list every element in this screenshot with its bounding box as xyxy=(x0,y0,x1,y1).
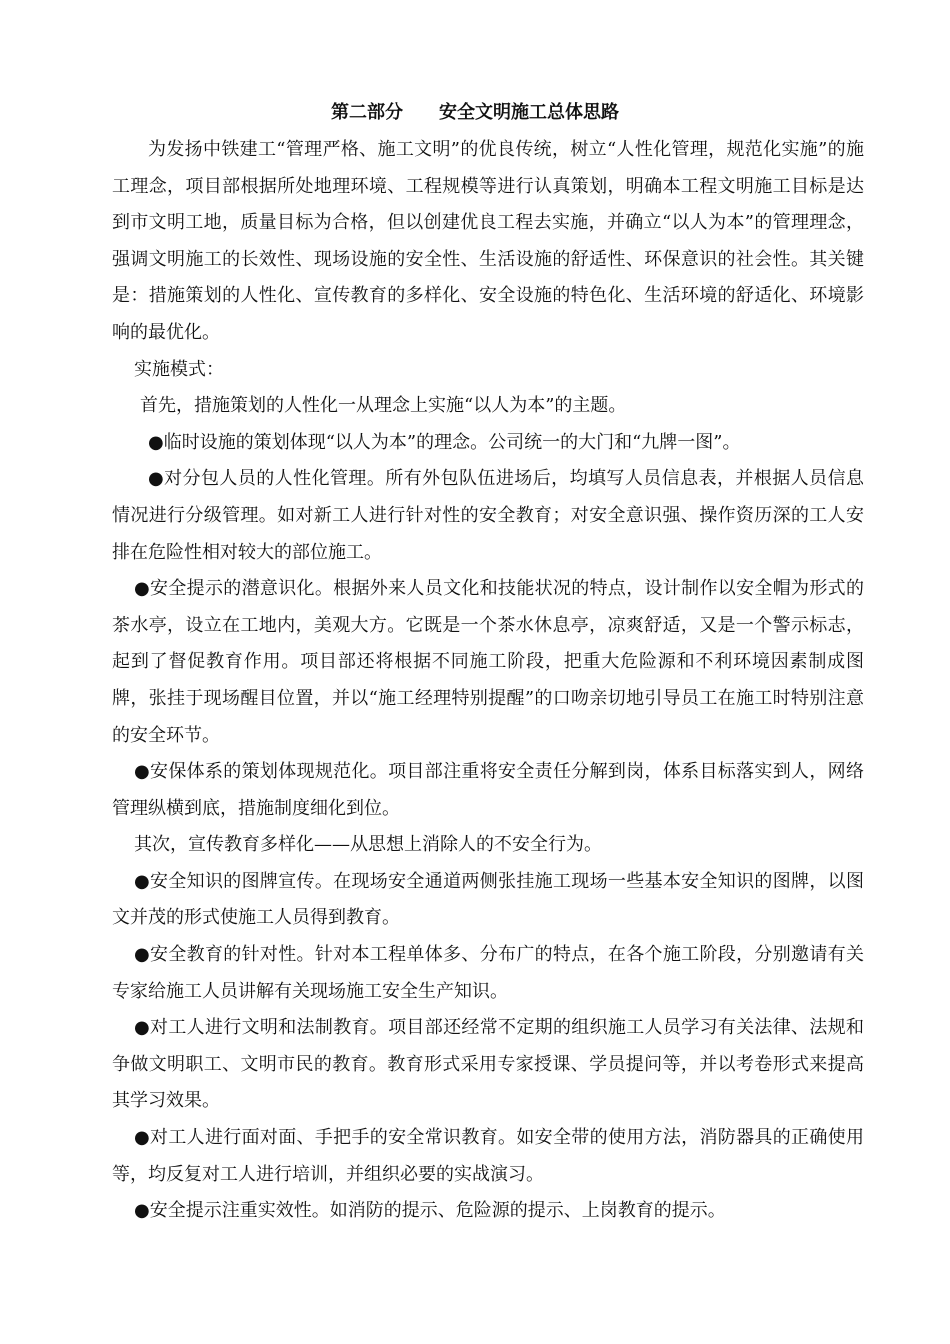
paragraph-bullet-signboards: ●安全知识的图牌宣传。在现场安全通道两侧张挂施工现场一些基本安全知识的图牌，以图文并茂的形式使施工人员得到教育。 xyxy=(112,870,864,929)
paragraph-bullet-safety-prompts: ●安全提示的潜意识化。根据外来人员文化和技能状况的特点，设计制作以安全帽为形式的茶水亭，设立在工地内，美观大方。它既是一个茶水休息亭，凉爽舒适，又是一个警示标志，起到了督促教育作用。项目部还将根据不同施工阶段，把重大危险源和不利环境因素制成图牌，张挂于现场醒目位置，并以“施工经理特别提醒”的口吻亲切地引导员工在施工时特别注意的安全环节。 xyxy=(112,578,864,746)
paragraph-bullet-temporary-facilities: ●临时设施的策划体现“以人为本”的理念。公司统一的大门和“九牌一图”。 xyxy=(148,431,741,453)
paragraph-bullet-security-system: ●安保体系的策划体现规范化。项目部注重将安全责任分解到岗，体系目标落实到人，网络管理纵横到底，措施制度细化到位。 xyxy=(112,761,864,819)
paragraph-intro: 为发扬中铁建工“管理严格、施工文明”的优良传统，树立“人性化管理，规范化实施”的施工理念，项目部根据所处地理环境、工程规模等进行认真策划，明确本工程文明施工目标是达到市文明工地，质量目标为合格，但以创建优良工程去实施，并确立“以人为本”的管理理念，强调文明施工的长效性、现场设施的安全性、生活设施的舒适性、环保意识的社会性。其关键是：措施策划的人性化、宣传教育的多样化、安全设施的特色化、生活环境的舒适化、环境影响的最优化。 xyxy=(112,139,864,343)
paragraph-bullet-effective-prompts: ●安全提示注重实效性。如消防的提示、危险源的提示、上岗教育的提示。 xyxy=(134,1200,726,1222)
paragraph-second: 其次，宣传教育多样化——从思想上消除人的不安全行为。 xyxy=(134,834,602,856)
paragraph-first: 首先，措施策划的人性化一从理念上实施“以人为本”的主题。 xyxy=(140,395,627,417)
paragraph-bullet-targeted-education: ●安全教育的针对性。针对本工程单体多、分布广的特点，在各个施工阶段，分别邀请有关专家给施工人员讲解有关现场施工安全生产知识。 xyxy=(112,944,864,1002)
document-body xyxy=(112,132,864,1230)
paragraph-bullet-legal-education: ●对工人进行文明和法制教育。项目部还经常不定期的组织施工人员学习有关法律、法规和争做文明职工、文明市民的教育。教育形式采用专家授课、学员提问等，并以考卷形式来提高其学习效果。 xyxy=(112,1017,864,1112)
paragraph-bullet-hands-on-education: ●对工人进行面对面、手把手的安全常识教育。如安全带的使用方法，消防器具的正确使用等，均反复对工人进行培训，并组织必要的实战演习。 xyxy=(112,1127,864,1185)
section-title: 第二部分 安全文明施工总体思路 xyxy=(331,102,619,123)
paragraph-mode-heading: 实施模式： xyxy=(134,358,224,380)
paragraph-bullet-subcontract-management: ●对分包人员的人性化管理。所有外包队伍进场后，均填写人员信息表，并根据人员信息情况进行分级管理。如对新工人进行针对性的安全教育；对安全意识强、操作资历深的工人安排在危险性相对较大的部位施工。 xyxy=(112,468,864,563)
